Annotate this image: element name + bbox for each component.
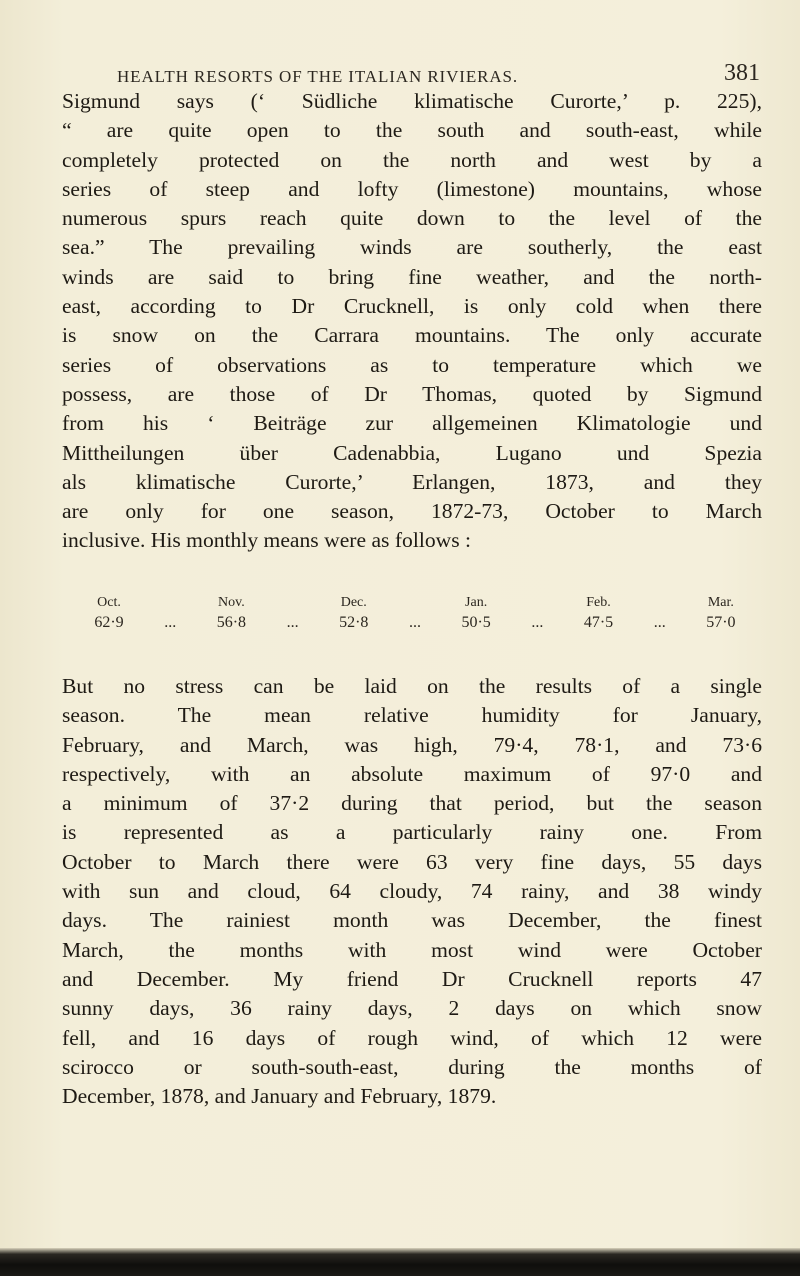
leader-dots: ...: [164, 614, 177, 631]
text-line: with sun and cloud, 64 cloudy, 74 rainy, and 38 windy: [62, 879, 762, 904]
month-value: 50·5: [461, 614, 491, 631]
month-header: Oct.: [97, 595, 121, 610]
month-header: Nov.: [218, 595, 245, 610]
text-line: “ are quite open to the south and south-east, while: [62, 118, 762, 143]
text-line: February, and March, was high, 79·4, 78·1, and 73·6: [62, 732, 762, 757]
month-header: Mar.: [707, 595, 734, 610]
paragraph-2: [62, 672, 762, 1111]
text-line: numerous spurs reach quite down to the level of the: [62, 206, 762, 231]
leader-dots: ...: [408, 614, 421, 631]
page-number: 381: [724, 60, 760, 86]
text-line: are only for one season, 1872-73, October to March: [62, 499, 762, 524]
text-line: winds are said to bring fine weather, and the north-: [62, 264, 762, 289]
text-line: season. The mean relative humidity for January,: [62, 703, 762, 728]
page-edge-shadow: [0, 1248, 800, 1276]
month-header: Feb.: [586, 595, 611, 610]
text-line: But no stress can be laid on the results of a single: [62, 674, 762, 698]
text-line: days. The rainiest month was December, the finest: [62, 908, 762, 933]
text-line: and December. My friend Dr Crucknell reports 47: [62, 966, 762, 991]
running-title: HEALTH RESORTS OF THE ITALIAN RIVIERAS.: [117, 67, 519, 86]
leader-dots: ...: [286, 614, 299, 631]
leader-dots: ...: [653, 614, 666, 631]
text-line: Sigmund says (‘ Südliche klimatische Curorte,’ p. 225),: [62, 89, 762, 113]
text-line: March, the months with most wind were October: [62, 937, 762, 962]
text-line: scirocco or south-south-east, during the months of: [62, 1054, 762, 1079]
text-line: series of steep and lofty (limestone) mountains, whose: [62, 176, 762, 201]
text-line: from his ‘ Beiträge zur allgemeinen Klimatologie und: [62, 411, 762, 436]
text-line: respectively, with an absolute maximum of 97·0 and: [62, 761, 762, 786]
month-value: 52·8: [339, 614, 369, 631]
table-values-row: [80, 614, 750, 632]
monthly-means-table: [80, 595, 750, 632]
table-header-row: [80, 595, 750, 611]
text-line: completely protected on the north and west by a: [62, 147, 762, 172]
text-line: October to March there were 63 very fine days, 55 days: [62, 849, 762, 874]
text-line: sea.” The prevailing winds are southerly, the east: [62, 235, 762, 260]
text-line: series of observations as to temperature which we: [62, 352, 762, 377]
text-line: als klimatische Curorte,’ Erlangen, 1873, and they: [62, 469, 762, 494]
text-line: sunny days, 36 rainy days, 2 days on which snow: [62, 996, 762, 1021]
text-line: inclusive. His monthly means were as follows :: [62, 528, 472, 553]
month-header: Jan.: [465, 595, 488, 610]
month-value: 62·9: [94, 614, 124, 631]
text-line: Mittheilungen über Cadenabbia, Lugano und Spezia: [62, 440, 762, 465]
text-line: east, according to Dr Crucknell, is only cold when there: [62, 294, 762, 319]
text-line: a minimum of 37·2 during that period, but the season: [62, 791, 762, 816]
month-header: Dec.: [340, 595, 367, 610]
text-line: fell, and 16 days of rough wind, of which 12 were: [62, 1025, 762, 1050]
month-value: 47·5: [583, 614, 614, 631]
month-value: 57·0: [706, 614, 736, 631]
text-line: December, 1878, and January and February, 1879.: [62, 1084, 497, 1109]
paragraph-1: [62, 87, 762, 556]
text-line: possess, are those of Dr Thomas, quoted by Sigmund: [62, 381, 762, 406]
month-value: 56·8: [216, 614, 247, 631]
text-line: is represented as a particularly rainy one. From: [62, 820, 762, 845]
text-line: is snow on the Carrara mountains. The only accurate: [62, 323, 762, 348]
leader-dots: ...: [531, 614, 544, 631]
